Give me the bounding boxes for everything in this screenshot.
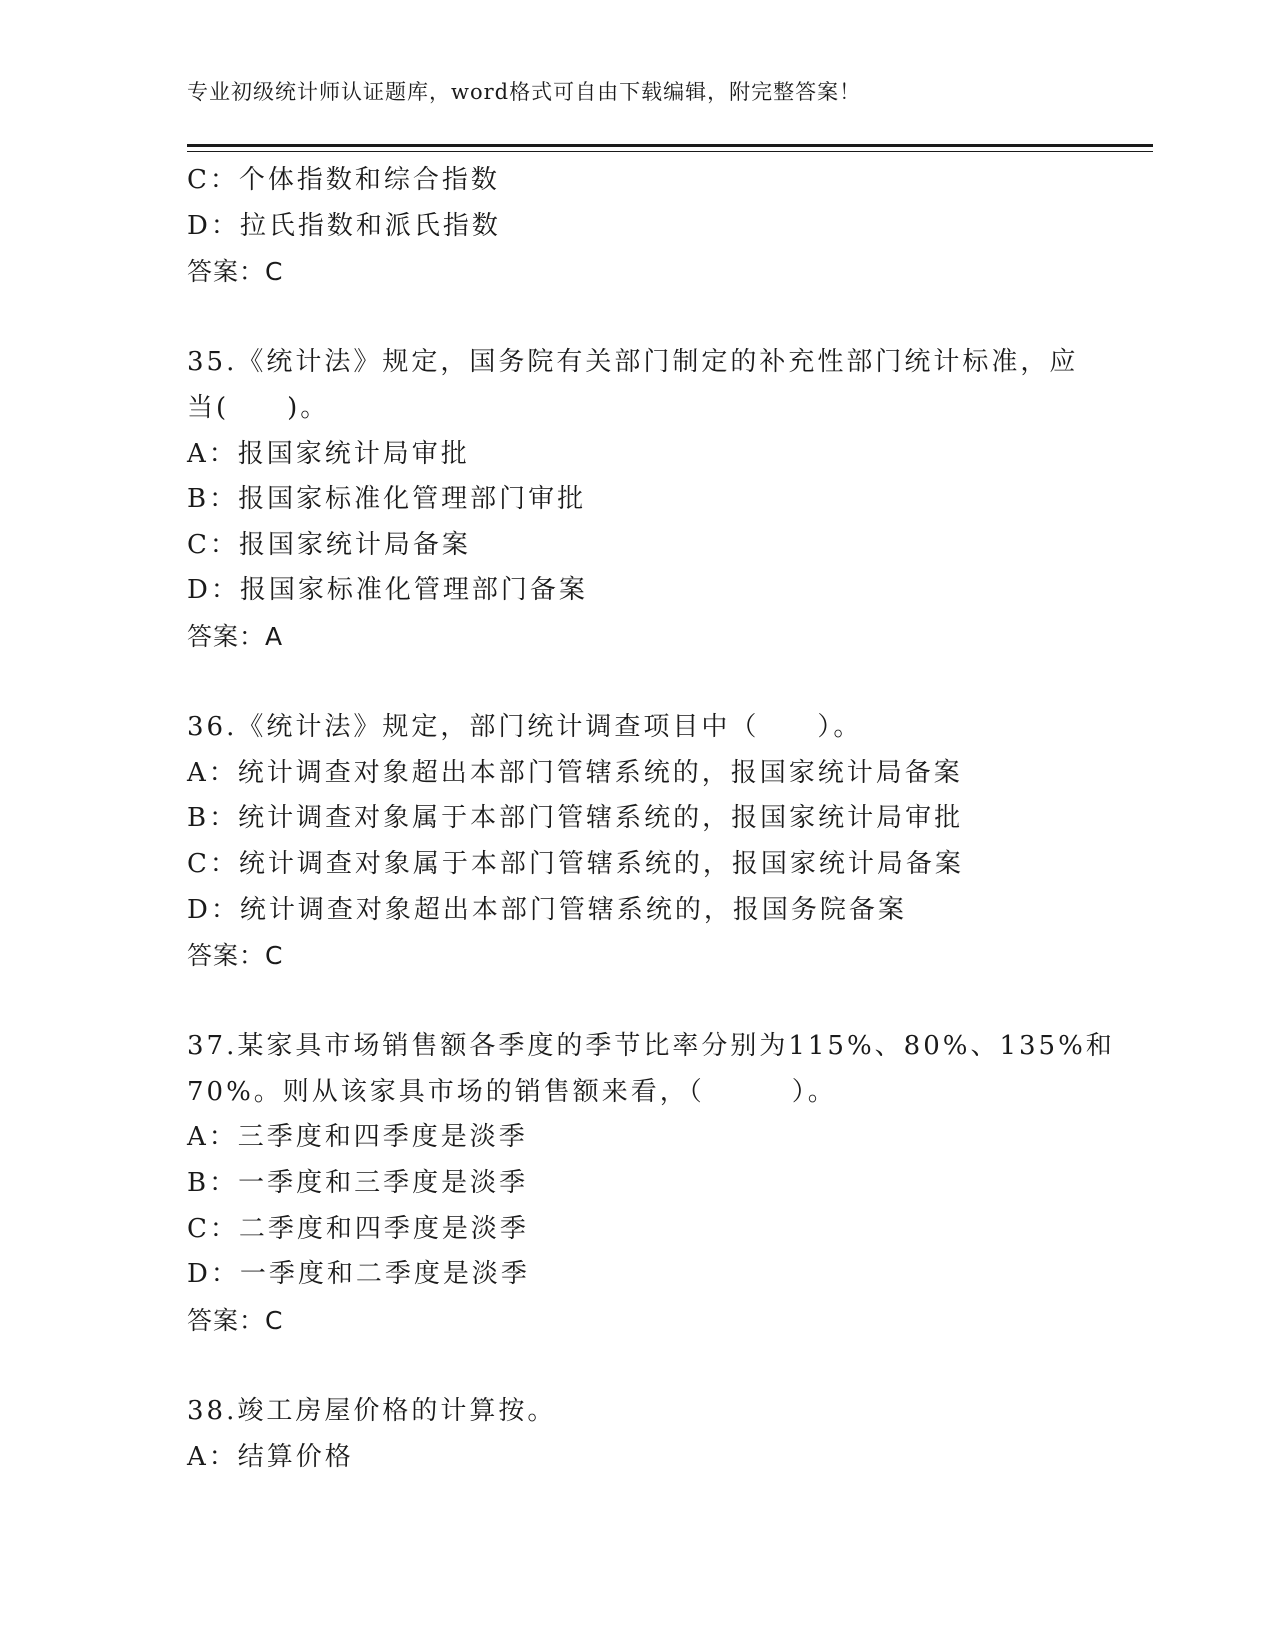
answer-line: 答案：C [187, 257, 284, 287]
option-c: C：二季度和四季度是淡季 [187, 1213, 529, 1244]
option-d: D：统计调查对象超出本部门管辖系统的，报国务院备案 [187, 894, 907, 925]
option-d: D：一季度和二季度是淡季 [187, 1259, 530, 1290]
spacer [187, 1343, 1087, 1389]
option-a: A：报国家统计局审批 [187, 438, 470, 469]
answer-line: 答案：C [187, 941, 284, 971]
spacer [187, 295, 1087, 341]
option-b: B：统计调查对象属于本部门管辖系统的，报国家统计局审批 [187, 803, 964, 834]
option-a: A：三季度和四季度是淡季 [187, 1122, 528, 1153]
header-rule-thin [187, 151, 1153, 152]
option-c: C：统计调查对象属于本部门管辖系统的，报国家统计局备案 [187, 848, 964, 879]
option-c: C：报国家统计局备案 [187, 529, 471, 560]
option-b: B：一季度和三季度是淡季 [187, 1168, 529, 1199]
answer-line: 答案：A [187, 621, 284, 651]
question-stem: 36.《统计法》规定，部门统计调查项目中（ ）。 [187, 712, 863, 743]
question-list [187, 158, 1115, 1480]
question-stem: 当( )。 [187, 392, 330, 423]
page-header: 专业初级统计师认证题库，word格式可自由下载编辑，附完整答案！ [187, 80, 862, 104]
question-stem: 38.竣工房屋价格的计算按。 [187, 1396, 557, 1427]
option-c: C：个体指数和综合指数 [187, 165, 500, 195]
header-rule-thick [187, 144, 1153, 147]
question-37 [187, 1024, 1115, 1343]
question-35 [187, 340, 1087, 659]
question-stem: 35.《统计法》规定，国务院有关部门制定的补充性部门统计标准，应 [187, 347, 1079, 378]
spacer [187, 979, 1087, 1025]
option-a: A：结算价格 [187, 1441, 354, 1472]
spacer [187, 660, 1087, 706]
option-b: B：报国家标准化管理部门审批 [187, 484, 587, 515]
option-d: D：拉氏指数和派氏指数 [187, 210, 501, 241]
option-a: A：统计调查对象超出本部门管辖系统的，报国家统计局备案 [187, 757, 963, 788]
option-d: D：报国家标准化管理部门备案 [187, 575, 588, 606]
question-36 [187, 705, 1087, 979]
question-38 [187, 1389, 1087, 1480]
question-stem: 70%。则从该家具市场的销售额来看，（ ）。 [187, 1076, 837, 1107]
answer-line: 答案：C [187, 1305, 284, 1335]
question-stem: 37.某家具市场销售额各季度的季节比率分别为115%、80%、135%和 [187, 1031, 1115, 1062]
